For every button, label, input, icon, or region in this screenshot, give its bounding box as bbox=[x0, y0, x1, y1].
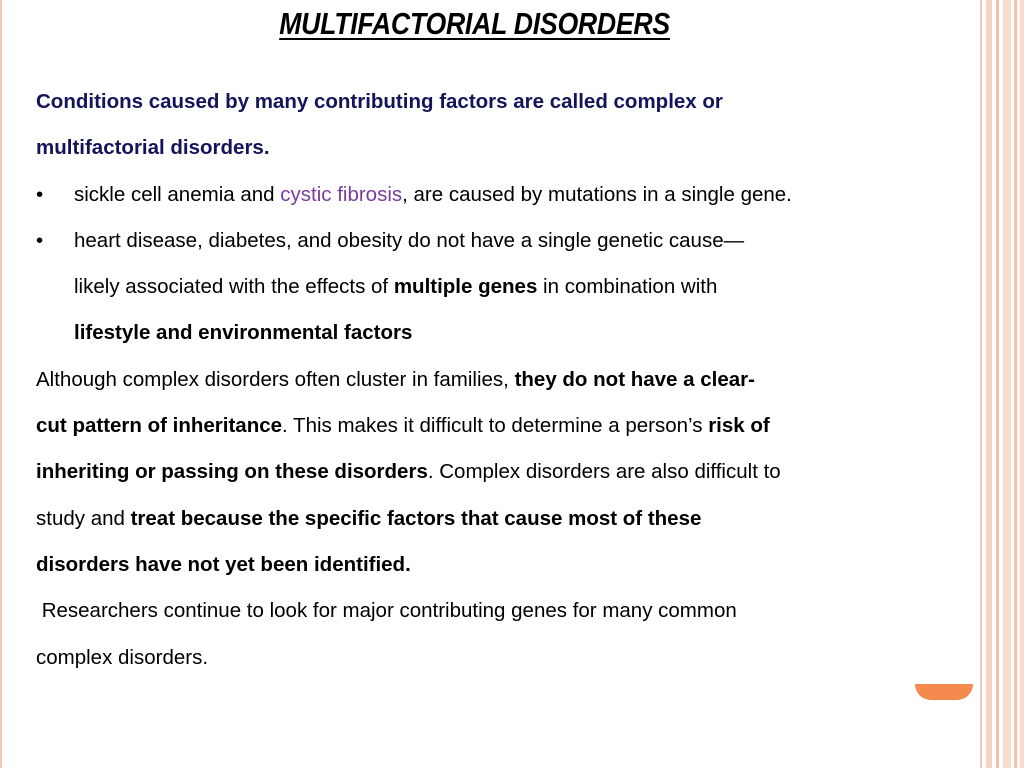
bullet-text: likely associated with the effects of bbox=[74, 275, 394, 299]
emphasis-text: multiple genes bbox=[393, 275, 538, 299]
slide-body bbox=[36, 79, 976, 681]
right-stripe-decoration bbox=[980, 0, 982, 768]
bullet-text: , are caused by mutations in a single gene. bbox=[402, 182, 792, 206]
emphasis-text: risk of bbox=[708, 414, 770, 438]
paragraph-text: . Complex disorders are also difficult to bbox=[427, 460, 781, 484]
left-border-decoration bbox=[0, 0, 2, 768]
bullet-icon: • bbox=[36, 228, 44, 252]
paragraph-line bbox=[36, 449, 976, 495]
paragraph-text: . This makes it difficult to determine a person’s bbox=[282, 414, 709, 438]
emphasis-text: cut pattern of inheritance bbox=[36, 414, 283, 438]
paragraph-line: complex disorders. bbox=[36, 645, 209, 669]
accent-semicircle-decoration bbox=[915, 684, 973, 700]
bullet-item-multifactorial bbox=[36, 218, 976, 264]
paragraph-line: Researchers continue to look for major contributing genes for many common bbox=[36, 599, 737, 623]
paragraph-line bbox=[36, 403, 976, 449]
paragraph-line: disorders have not yet been identified. bbox=[36, 552, 411, 576]
intro-line-2: multifactorial disorders. bbox=[36, 136, 270, 160]
right-stripe-decoration bbox=[1020, 0, 1024, 768]
bullet-continuation bbox=[36, 264, 976, 310]
bullet-text: in combination with bbox=[537, 275, 718, 299]
emphasis-text: they do not have a clear- bbox=[514, 367, 755, 391]
paragraph-text: study and bbox=[36, 506, 131, 530]
right-stripe-decoration bbox=[986, 0, 992, 768]
bullet-text: sickle cell anemia and bbox=[74, 182, 281, 206]
right-stripe-decoration bbox=[1014, 0, 1017, 768]
bullet-continuation bbox=[36, 310, 976, 356]
paragraph-line bbox=[36, 357, 976, 403]
right-stripe-decoration bbox=[1003, 0, 1011, 768]
slide-title: MULTIFACTORIAL DISORDERS bbox=[279, 6, 670, 41]
bullet-text: heart disease, diabetes, and obesity do not have a single genetic cause— bbox=[74, 228, 745, 252]
intro-line-1: Conditions caused by many contributing factors are called complex or bbox=[36, 90, 723, 113]
emphasis-text: inheriting or passing on these disorders bbox=[36, 460, 428, 484]
bullet-icon: • bbox=[36, 182, 44, 206]
emphasis-text: lifestyle and environmental factors bbox=[74, 321, 413, 345]
cystic-fibrosis-link[interactable]: cystic fibrosis bbox=[280, 182, 403, 206]
emphasis-text: treat because the specific factors that cause most of these bbox=[130, 506, 702, 530]
right-stripe-decoration bbox=[996, 0, 999, 768]
paragraph-line bbox=[36, 496, 976, 542]
bullet-item-single-gene bbox=[36, 172, 976, 218]
paragraph-text: Although complex disorders often cluster in families, bbox=[36, 367, 515, 391]
